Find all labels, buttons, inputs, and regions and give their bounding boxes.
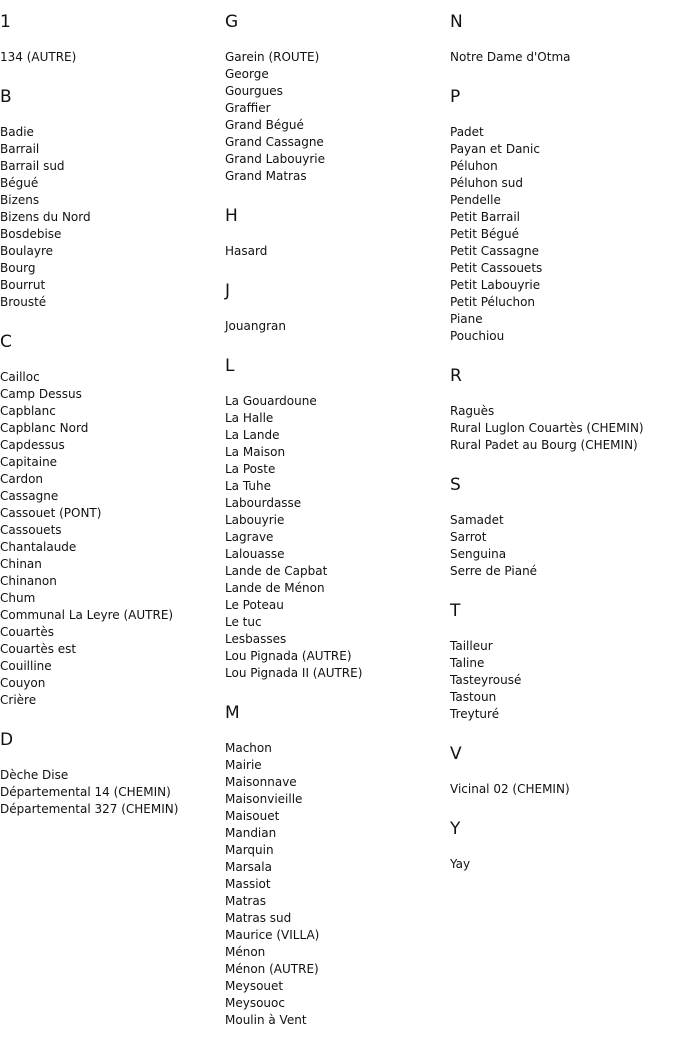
letter-section (225, 356, 450, 682)
place-name-link[interactable]: Couartès (0, 625, 54, 639)
letter-section (225, 703, 450, 1029)
place-name-link[interactable]: Payan et Danic (450, 142, 540, 156)
place-name-link[interactable]: Marquin (225, 843, 274, 857)
place-name-link[interactable]: Péluhon (450, 159, 498, 173)
place-name-link[interactable]: Bégué (0, 176, 39, 190)
place-name-link[interactable]: La Halle (225, 411, 274, 425)
place-name-link[interactable]: Le Poteau (225, 598, 284, 612)
place-name-link[interactable]: Le tuc (225, 615, 262, 629)
place-name-link[interactable]: Capblanc (0, 404, 56, 418)
section-letter-heading: J (225, 281, 231, 301)
place-name-link[interactable]: Jouangran (225, 319, 286, 333)
place-name-link[interactable]: Samadet (450, 513, 504, 527)
place-name-link[interactable]: Petit Péluchon (450, 295, 536, 309)
place-name-link[interactable]: Capitaine (0, 455, 58, 469)
place-name-link[interactable]: Petit Bégué (450, 227, 519, 241)
letter-section (0, 87, 225, 311)
place-name-link[interactable]: Hasard (225, 244, 268, 258)
place-name-link[interactable]: George (225, 67, 269, 81)
place-name-list (450, 512, 675, 580)
place-name-list (450, 856, 675, 873)
place-name-link[interactable]: Sarrot (450, 530, 487, 544)
section-letter-heading: N (450, 12, 463, 32)
letter-section (0, 12, 225, 66)
place-name-link[interactable]: Rural Luglon Couartès (CHEMIN) (450, 421, 644, 435)
place-name-link[interactable]: Tastoun (450, 690, 497, 704)
place-name-link[interactable]: Garein (ROUTE) (225, 50, 320, 64)
place-name-link[interactable]: La Gouardoune (225, 394, 317, 408)
place-name-link[interactable]: Meysouoc (225, 996, 285, 1010)
letter-section (450, 87, 675, 345)
place-name-link[interactable]: Notre Dame d'Otma (450, 50, 571, 64)
place-name-link[interactable]: Serre de Piané (450, 564, 538, 578)
place-name-link[interactable]: Graffier (225, 101, 271, 115)
place-name-link[interactable]: Maurice (VILLA) (225, 928, 320, 942)
place-name-link[interactable]: Capblanc Nord (0, 421, 89, 435)
place-name-link[interactable]: Capdessus (0, 438, 65, 452)
letter-section (450, 475, 675, 580)
place-name-list (225, 49, 450, 185)
place-name-link[interactable]: Chinan (0, 557, 42, 571)
place-name-link[interactable]: Communal La Leyre (AUTRE) (0, 608, 174, 622)
section-letter-heading: T (450, 601, 461, 621)
place-name-link[interactable]: Barrail sud (0, 159, 65, 173)
place-name-link[interactable]: Bourg (0, 261, 36, 275)
place-name-link[interactable]: Lou Pignada (AUTRE) (225, 649, 352, 663)
place-name-link[interactable]: La Maison (225, 445, 286, 459)
place-name-link[interactable]: Petit Labouyrie (450, 278, 541, 292)
place-name-link[interactable]: 134 (AUTRE) (0, 50, 77, 64)
section-letter-heading: Y (450, 819, 461, 839)
place-name-link[interactable]: Grand Cassagne (225, 135, 324, 149)
place-name-list (225, 318, 450, 335)
place-name-link[interactable]: Machon (225, 741, 272, 755)
letter-section (0, 730, 225, 818)
section-letter-heading: P (450, 87, 461, 107)
place-name-list (225, 243, 450, 260)
place-name-link[interactable]: Chinanon (0, 574, 57, 588)
place-name-link[interactable]: Moulin à Vent (225, 1013, 307, 1027)
place-name-link[interactable]: Bosdebise (0, 227, 62, 241)
place-name-link[interactable]: Brousté (0, 295, 47, 309)
place-name-link[interactable]: Départemental 14 (CHEMIN) (0, 785, 171, 799)
place-name-link[interactable]: Tasteyrousé (450, 673, 522, 687)
letter-section (450, 744, 675, 798)
place-name-link[interactable]: Piane (450, 312, 483, 326)
place-name-link[interactable]: Barrail (0, 142, 40, 156)
place-name-list (225, 740, 450, 1029)
place-name-link[interactable]: Péluhon sud (450, 176, 523, 190)
place-name-link[interactable]: Grand Labouyrie (225, 152, 325, 166)
place-name-link[interactable]: Ménon (AUTRE) (225, 962, 319, 976)
place-name-link[interactable]: Pendelle (450, 193, 501, 207)
place-name-link[interactable]: Petit Barrail (450, 210, 521, 224)
place-name-link[interactable]: Bourrut (0, 278, 46, 292)
section-letter-heading: H (225, 206, 238, 226)
place-name-link[interactable]: Taline (450, 656, 485, 670)
section-letter-heading: M (225, 703, 240, 723)
place-name-list (450, 781, 675, 798)
place-name-link[interactable]: Lande de Capbat (225, 564, 328, 578)
letter-section (450, 601, 675, 723)
place-name-link[interactable]: Labouyrie (225, 513, 285, 527)
place-name-link[interactable]: Labourdasse (225, 496, 302, 510)
place-name-link[interactable]: Bizens du Nord (0, 210, 91, 224)
place-name-link[interactable]: Lesbasses (225, 632, 287, 646)
place-name-link[interactable]: Matras (225, 894, 266, 908)
place-name-link[interactable]: Bizens (0, 193, 40, 207)
place-name-link[interactable]: Dèche Dise (0, 768, 69, 782)
place-name-link[interactable]: Cassouets (0, 523, 62, 537)
place-name-list (450, 638, 675, 723)
place-name-link[interactable]: Grand Bégué (225, 118, 304, 132)
place-name-link[interactable]: Massiot (225, 877, 271, 891)
section-letter-heading: L (225, 356, 235, 376)
place-name-link[interactable]: Meysouet (225, 979, 284, 993)
section-letter-heading: V (450, 744, 462, 764)
place-name-link[interactable]: Boulayre (0, 244, 54, 258)
place-name-list (0, 124, 225, 311)
place-name-link[interactable]: Cailloc (0, 370, 40, 384)
place-name-link[interactable]: Lagrave (225, 530, 274, 544)
place-name-link[interactable]: Badie (0, 125, 34, 139)
place-name-link[interactable]: Yay (450, 857, 471, 871)
place-name-link[interactable]: Couyon (0, 676, 46, 690)
place-name-link[interactable]: La Lande (225, 428, 280, 442)
index-column-3 (450, 0, 675, 894)
letter-section (450, 819, 675, 873)
place-name-list (450, 403, 675, 454)
place-name-link[interactable]: Pouchiou (450, 329, 505, 343)
place-name-link[interactable]: Chum (0, 591, 36, 605)
section-letter-heading: G (225, 12, 239, 32)
place-name-link[interactable]: Crière (0, 693, 37, 707)
place-name-link[interactable]: Ménon (225, 945, 266, 959)
place-name-link[interactable]: Treyturé (450, 707, 500, 721)
place-name-link[interactable]: La Poste (225, 462, 276, 476)
letter-section (0, 332, 225, 709)
place-name-link[interactable]: Vicinal 02 (CHEMIN) (450, 782, 570, 796)
place-name-list (450, 49, 675, 66)
place-name-link[interactable]: Senguina (450, 547, 507, 561)
place-name-link[interactable]: Rural Padet au Bourg (CHEMIN) (450, 438, 638, 452)
place-name-link[interactable]: Maisonnave (225, 775, 297, 789)
place-name-link[interactable]: Mandian (225, 826, 277, 840)
place-name-link[interactable]: Petit Cassouets (450, 261, 543, 275)
letter-section (225, 12, 450, 185)
place-name-link[interactable]: Couilline (0, 659, 52, 673)
place-name-list (450, 124, 675, 345)
place-name-list (225, 393, 450, 682)
letter-section (450, 366, 675, 454)
place-name-link[interactable]: Gourgues (225, 84, 283, 98)
place-name-link[interactable]: Tailleur (450, 639, 493, 653)
place-name-link[interactable]: Mairie (225, 758, 262, 772)
place-name-link[interactable]: Matras sud (225, 911, 292, 925)
place-name-link[interactable]: Cassagne (0, 489, 59, 503)
place-name-link[interactable]: Cardon (0, 472, 44, 486)
index-column-1 (0, 0, 225, 839)
place-name-link[interactable]: Maisouet (225, 809, 280, 823)
place-name-link[interactable]: Camp Dessus (0, 387, 82, 401)
section-letter-heading: B (0, 87, 12, 107)
place-name-link[interactable]: Lou Pignada II (AUTRE) (225, 666, 363, 680)
place-name-list (0, 49, 225, 66)
place-name-link[interactable]: La Tuhe (225, 479, 271, 493)
place-name-link[interactable]: Couartès est (0, 642, 77, 656)
place-name-link[interactable]: Raguès (450, 404, 495, 418)
place-name-link[interactable]: Lalouasse (225, 547, 285, 561)
section-letter-heading: C (0, 332, 12, 352)
place-name-link[interactable]: Chantalaude (0, 540, 77, 554)
place-name-link[interactable]: Cassouet (PONT) (0, 506, 102, 520)
place-name-list (0, 767, 225, 818)
place-name-list (0, 369, 225, 709)
letter-section (225, 206, 450, 260)
place-name-link[interactable]: Padet (450, 125, 484, 139)
place-name-link[interactable]: Maisonvieille (225, 792, 303, 806)
place-name-link[interactable]: Lande de Ménon (225, 581, 325, 595)
place-name-link[interactable]: Départemental 327 (CHEMIN) (0, 802, 179, 816)
place-name-link[interactable]: Grand Matras (225, 169, 307, 183)
index-column-2 (225, 0, 450, 1050)
letter-section (225, 281, 450, 335)
section-letter-heading: R (450, 366, 462, 386)
section-letter-heading: S (450, 475, 461, 495)
section-letter-heading: D (0, 730, 14, 750)
place-name-link[interactable]: Marsala (225, 860, 272, 874)
place-name-link[interactable]: Petit Cassagne (450, 244, 539, 258)
section-letter-heading: 1 (0, 12, 11, 32)
letter-section (450, 12, 675, 66)
